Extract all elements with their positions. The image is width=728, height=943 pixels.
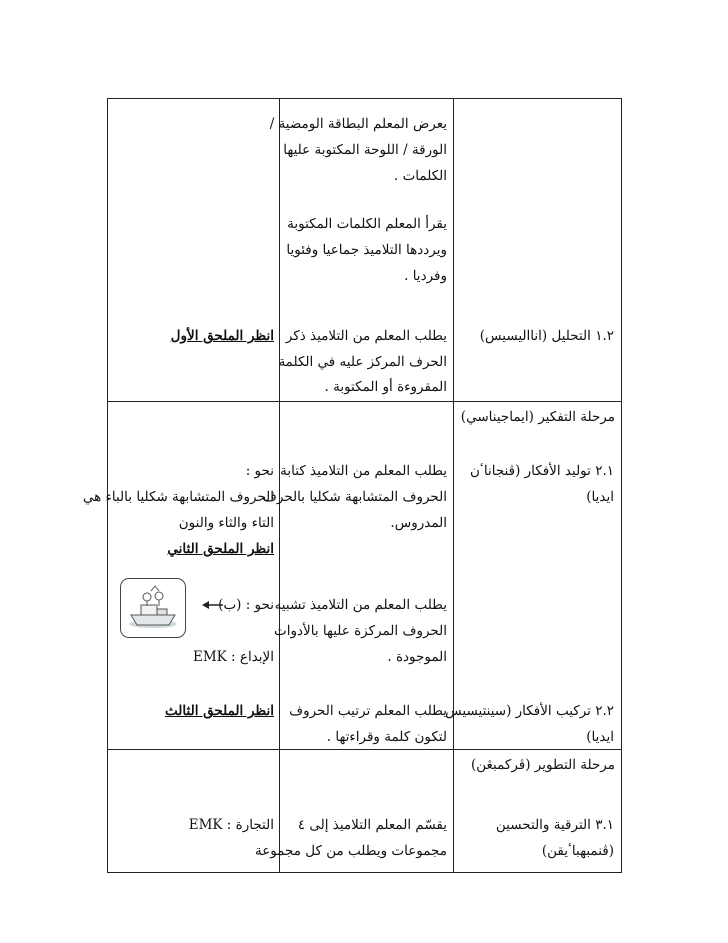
r1-line-3: الكلمات . xyxy=(394,168,447,184)
s21-step-line-2: ايديا) xyxy=(586,489,614,505)
s21-note-line-2: الحروف المتشابهة شكليا بالباء هي xyxy=(82,489,274,505)
arrow-left-icon xyxy=(202,597,224,611)
s23-activity-line-1: يطلب المعلم ترتيب الحروف xyxy=(289,703,447,719)
table-border-row1 xyxy=(107,401,622,402)
annex-2-reference: انظر الملحق الثاني xyxy=(167,541,274,557)
table-border-left xyxy=(107,98,108,873)
s21-activity-line-2: الحروف المتشابهة شكليا بالحرف xyxy=(262,489,447,505)
r1-line-2: الورقة / اللوحة المكتوبة عليها xyxy=(283,142,447,158)
r3-activity-line-2: مجموعات ويطلب من كل مجموعة xyxy=(254,843,447,859)
r1-line-4: يقرأ المعلم الكلمات المكتوبة xyxy=(287,216,447,232)
s21-note-line-1: نحو : xyxy=(245,463,274,479)
table-border-right xyxy=(621,98,622,873)
table-border-top xyxy=(107,98,622,99)
r1-line-6: وفرديا . xyxy=(404,268,447,284)
s22-example: نحو : (ب) xyxy=(218,597,274,613)
s21-activity-line-3: المدروس. xyxy=(390,515,447,531)
s22-emk-creativity: الإبداع : EMK xyxy=(193,649,274,665)
r1-line-1: يعرض المعلم البطاقة الومضية / xyxy=(269,116,447,132)
annex-3-reference: انظر الملحق الثالث xyxy=(165,703,274,719)
r3-activity-line-1: يقسّم المعلم التلاميذ إلى ٤ xyxy=(297,817,447,833)
table-border-row2 xyxy=(107,749,622,750)
r1-line-7: يطلب المعلم من التلاميذ ذكر xyxy=(285,328,447,344)
development-stage-heading: مرحلة التطوير (ڤركمبڠن) xyxy=(470,757,615,773)
r3-emk-trade: التجارة : EMK xyxy=(188,817,274,833)
r1-line-8: الحرف المركز عليه في الكلمة xyxy=(278,354,447,370)
r1-step-label: ١.٢ التحليل (انااليسيس) xyxy=(479,328,614,344)
s21-note-line-3: التاء والثاء والنون xyxy=(178,515,274,531)
s23-activity-line-2: لتكون كلمة وقراءتها . xyxy=(326,729,447,745)
column-divider-2 xyxy=(453,98,454,873)
thinking-stage-heading: مرحلة التفكير (ايماجيناسي) xyxy=(460,409,615,425)
boat-picture-icon xyxy=(120,578,186,638)
s23-step-line-1: ٢.٢ تركيب الأفكار (سينتيسيس xyxy=(445,703,614,719)
s21-step-line-1: ٢.١ توليد الأفكار (ڤنجاناٴن xyxy=(469,463,614,479)
r3-step-line-1: ٣.١ الترقية والتحسين xyxy=(495,817,614,833)
s22-activity-line-3: الموجودة . xyxy=(387,649,447,665)
r3-step-line-2: (ڤنمبهباٴيقن) xyxy=(541,843,614,859)
s21-activity-line-1: يطلب المعلم من التلاميذ كتابة xyxy=(280,463,447,479)
r1-line-5: ويرددها التلاميذ جماعيا وفئويا xyxy=(286,242,447,258)
table-border-bottom xyxy=(107,872,622,873)
r1-line-9: المقروءة أو المكتوبة . xyxy=(324,379,447,395)
annex-1-reference: انظر الملحق الأول xyxy=(170,328,274,344)
s23-step-line-2: ايديا) xyxy=(586,729,614,745)
s22-activity-line-1: يطلب المعلم من التلاميذ تشبيه xyxy=(274,597,447,613)
column-divider-1 xyxy=(279,98,280,873)
s22-activity-line-2: الحروف المركزة عليها بالأدوات xyxy=(274,623,447,639)
